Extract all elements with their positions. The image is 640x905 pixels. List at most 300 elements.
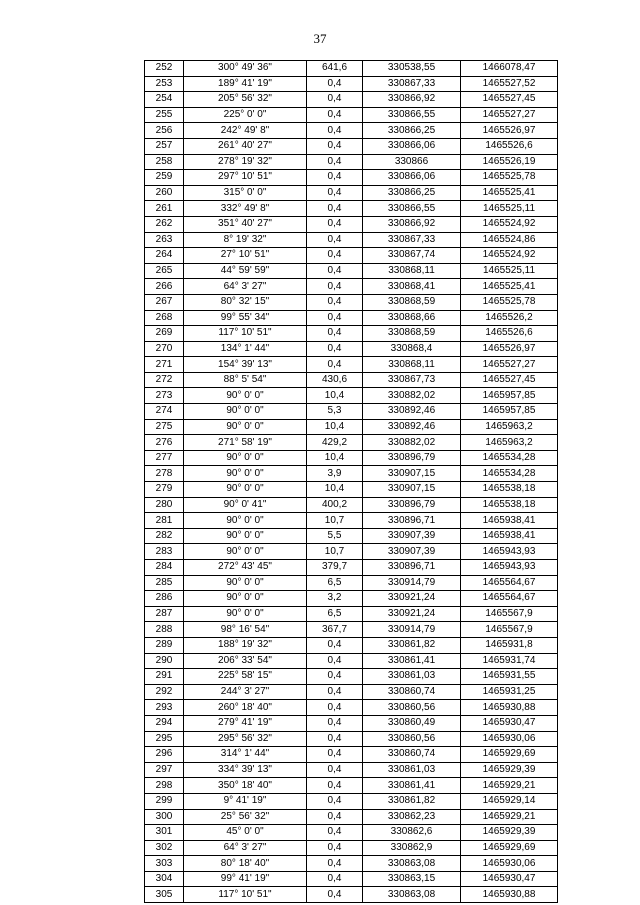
direction-angle-cell: 88° 5' 54" xyxy=(184,372,307,388)
x-coordinate-cell: 330907,15 xyxy=(363,482,461,498)
table-row xyxy=(145,310,558,326)
y-coordinate-cell: 1465526,97 xyxy=(461,341,558,357)
direction-angle-cell: 154° 39' 13" xyxy=(184,357,307,373)
table-row xyxy=(145,482,558,498)
direction-angle-cell: 99° 41' 19" xyxy=(184,871,307,887)
point-number-cell: 268 xyxy=(145,310,184,326)
x-coordinate-cell: 330866,92 xyxy=(363,92,461,108)
y-coordinate-cell: 1465534,28 xyxy=(461,466,558,482)
y-coordinate-cell: 1465943,93 xyxy=(461,560,558,576)
direction-angle-cell: 271° 58' 19" xyxy=(184,435,307,451)
point-number-cell: 288 xyxy=(145,622,184,638)
y-coordinate-cell: 1465943,93 xyxy=(461,544,558,560)
direction-angle-cell: 242° 49' 8" xyxy=(184,123,307,139)
direction-angle-cell: 90° 0' 0" xyxy=(184,591,307,607)
point-number-cell: 253 xyxy=(145,76,184,92)
distance-cell: 0,4 xyxy=(307,326,363,342)
x-coordinate-cell: 330866 xyxy=(363,154,461,170)
direction-angle-cell: 297° 10' 51" xyxy=(184,170,307,186)
y-coordinate-cell: 1465524,92 xyxy=(461,248,558,264)
table-row xyxy=(145,450,558,466)
table-row xyxy=(145,747,558,763)
point-number-cell: 292 xyxy=(145,684,184,700)
distance-cell: 0,4 xyxy=(307,138,363,154)
direction-angle-cell: 315° 0' 0" xyxy=(184,185,307,201)
y-coordinate-cell: 1465526,6 xyxy=(461,138,558,154)
table-row xyxy=(145,684,558,700)
point-number-cell: 265 xyxy=(145,263,184,279)
table-row xyxy=(145,856,558,872)
table-row xyxy=(145,575,558,591)
point-number-cell: 305 xyxy=(145,887,184,903)
y-coordinate-cell: 1465930,47 xyxy=(461,871,558,887)
y-coordinate-cell: 1465930,06 xyxy=(461,856,558,872)
point-number-cell: 299 xyxy=(145,793,184,809)
x-coordinate-cell: 330866,55 xyxy=(363,107,461,123)
y-coordinate-cell: 1465567,9 xyxy=(461,606,558,622)
x-coordinate-cell: 330866,25 xyxy=(363,123,461,139)
distance-cell: 0,4 xyxy=(307,731,363,747)
direction-angle-cell: 225° 58' 15" xyxy=(184,669,307,685)
distance-cell: 0,4 xyxy=(307,76,363,92)
table-row xyxy=(145,560,558,576)
x-coordinate-cell: 330907,39 xyxy=(363,544,461,560)
table-row xyxy=(145,232,558,248)
point-number-cell: 302 xyxy=(145,840,184,856)
point-number-cell: 300 xyxy=(145,809,184,825)
table-row xyxy=(145,107,558,123)
point-number-cell: 269 xyxy=(145,326,184,342)
point-number-cell: 304 xyxy=(145,871,184,887)
x-coordinate-cell: 330863,15 xyxy=(363,871,461,887)
x-coordinate-cell: 330867,33 xyxy=(363,76,461,92)
x-coordinate-cell: 330863,08 xyxy=(363,856,461,872)
x-coordinate-cell: 330866,55 xyxy=(363,201,461,217)
x-coordinate-cell: 330860,49 xyxy=(363,715,461,731)
y-coordinate-cell: 1465527,45 xyxy=(461,92,558,108)
direction-angle-cell: 117° 10' 51" xyxy=(184,326,307,342)
direction-angle-cell: 351° 40' 27" xyxy=(184,216,307,232)
point-number-cell: 271 xyxy=(145,357,184,373)
table-row xyxy=(145,326,558,342)
point-number-cell: 278 xyxy=(145,466,184,482)
y-coordinate-cell: 1465931,25 xyxy=(461,684,558,700)
point-number-cell: 289 xyxy=(145,637,184,653)
distance-cell: 0,4 xyxy=(307,793,363,809)
y-coordinate-cell: 1465929,69 xyxy=(461,840,558,856)
point-number-cell: 276 xyxy=(145,435,184,451)
table-row xyxy=(145,404,558,420)
y-coordinate-cell: 1465527,52 xyxy=(461,76,558,92)
x-coordinate-cell: 330882,02 xyxy=(363,435,461,451)
point-number-cell: 264 xyxy=(145,248,184,264)
distance-cell: 0,4 xyxy=(307,669,363,685)
distance-cell: 6,5 xyxy=(307,575,363,591)
y-coordinate-cell: 1465929,21 xyxy=(461,809,558,825)
coordinates-table-body xyxy=(145,61,558,903)
y-coordinate-cell: 1465564,67 xyxy=(461,591,558,607)
distance-cell: 430,6 xyxy=(307,372,363,388)
direction-angle-cell: 225° 0' 0" xyxy=(184,107,307,123)
y-coordinate-cell: 1465957,85 xyxy=(461,388,558,404)
distance-cell: 0,4 xyxy=(307,263,363,279)
point-number-cell: 290 xyxy=(145,653,184,669)
y-coordinate-cell: 1465525,78 xyxy=(461,170,558,186)
direction-angle-cell: 300° 49' 36" xyxy=(184,61,307,77)
distance-cell: 0,4 xyxy=(307,840,363,856)
y-coordinate-cell: 1465564,67 xyxy=(461,575,558,591)
table-row xyxy=(145,294,558,310)
y-coordinate-cell: 1465524,92 xyxy=(461,216,558,232)
direction-angle-cell: 205° 56' 32" xyxy=(184,92,307,108)
point-number-cell: 252 xyxy=(145,61,184,77)
distance-cell: 10,4 xyxy=(307,388,363,404)
direction-angle-cell: 90° 0' 0" xyxy=(184,404,307,420)
page-number: 37 xyxy=(313,31,327,46)
point-number-cell: 254 xyxy=(145,92,184,108)
distance-cell: 0,4 xyxy=(307,809,363,825)
distance-cell: 5,3 xyxy=(307,404,363,420)
y-coordinate-cell: 1465938,41 xyxy=(461,528,558,544)
x-coordinate-cell: 330896,71 xyxy=(363,513,461,529)
table-row xyxy=(145,637,558,653)
x-coordinate-cell: 330868,4 xyxy=(363,341,461,357)
point-number-cell: 284 xyxy=(145,560,184,576)
y-coordinate-cell: 1465534,28 xyxy=(461,450,558,466)
y-coordinate-cell: 1465929,39 xyxy=(461,825,558,841)
y-coordinate-cell: 1466078,47 xyxy=(461,61,558,77)
distance-cell: 0,4 xyxy=(307,154,363,170)
table-row xyxy=(145,669,558,685)
distance-cell: 0,4 xyxy=(307,232,363,248)
distance-cell: 0,4 xyxy=(307,123,363,139)
x-coordinate-cell: 330862,23 xyxy=(363,809,461,825)
distance-cell: 367,7 xyxy=(307,622,363,638)
x-coordinate-cell: 330862,6 xyxy=(363,825,461,841)
direction-angle-cell: 350° 18' 40" xyxy=(184,778,307,794)
table-row xyxy=(145,497,558,513)
distance-cell: 0,4 xyxy=(307,825,363,841)
table-row xyxy=(145,216,558,232)
distance-cell: 5,5 xyxy=(307,528,363,544)
distance-cell: 10,4 xyxy=(307,482,363,498)
point-number-cell: 280 xyxy=(145,497,184,513)
table-row xyxy=(145,778,558,794)
x-coordinate-cell: 330868,59 xyxy=(363,326,461,342)
direction-angle-cell: 188° 19' 32" xyxy=(184,637,307,653)
direction-angle-cell: 99° 55' 34" xyxy=(184,310,307,326)
point-number-cell: 272 xyxy=(145,372,184,388)
table-row xyxy=(145,138,558,154)
y-coordinate-cell: 1465929,21 xyxy=(461,778,558,794)
y-coordinate-cell: 1465929,69 xyxy=(461,747,558,763)
direction-angle-cell: 260° 18' 40" xyxy=(184,700,307,716)
y-coordinate-cell: 1465526,19 xyxy=(461,154,558,170)
y-coordinate-cell: 1465538,18 xyxy=(461,482,558,498)
table-row xyxy=(145,653,558,669)
direction-angle-cell: 90° 0' 0" xyxy=(184,419,307,435)
table-row xyxy=(145,606,558,622)
distance-cell: 0,4 xyxy=(307,715,363,731)
table-row xyxy=(145,700,558,716)
direction-angle-cell: 279° 41' 19" xyxy=(184,715,307,731)
distance-cell: 0,4 xyxy=(307,357,363,373)
direction-angle-cell: 206° 33' 54" xyxy=(184,653,307,669)
table-row xyxy=(145,840,558,856)
direction-angle-cell: 25° 56' 32" xyxy=(184,809,307,825)
x-coordinate-cell: 330914,79 xyxy=(363,575,461,591)
table-row xyxy=(145,357,558,373)
point-number-cell: 281 xyxy=(145,513,184,529)
y-coordinate-cell: 1465525,11 xyxy=(461,201,558,217)
table-row xyxy=(145,170,558,186)
point-number-cell: 303 xyxy=(145,856,184,872)
x-coordinate-cell: 330860,74 xyxy=(363,684,461,700)
y-coordinate-cell: 1465526,2 xyxy=(461,310,558,326)
table-row xyxy=(145,388,558,404)
direction-angle-cell: 90° 0' 0" xyxy=(184,450,307,466)
distance-cell: 641,6 xyxy=(307,61,363,77)
direction-angle-cell: 90° 0' 41" xyxy=(184,497,307,513)
point-number-cell: 279 xyxy=(145,482,184,498)
distance-cell: 10,4 xyxy=(307,450,363,466)
table-row xyxy=(145,279,558,295)
direction-angle-cell: 134° 1' 44" xyxy=(184,341,307,357)
point-number-cell: 287 xyxy=(145,606,184,622)
table-row xyxy=(145,372,558,388)
x-coordinate-cell: 330866,06 xyxy=(363,138,461,154)
y-coordinate-cell: 1465931,55 xyxy=(461,669,558,685)
table-row xyxy=(145,419,558,435)
point-number-cell: 273 xyxy=(145,388,184,404)
x-coordinate-cell: 330862,9 xyxy=(363,840,461,856)
y-coordinate-cell: 1465930,06 xyxy=(461,731,558,747)
y-coordinate-cell: 1465538,18 xyxy=(461,497,558,513)
direction-angle-cell: 278° 19' 32" xyxy=(184,154,307,170)
point-number-cell: 291 xyxy=(145,669,184,685)
x-coordinate-cell: 330868,66 xyxy=(363,310,461,326)
point-number-cell: 266 xyxy=(145,279,184,295)
x-coordinate-cell: 330882,02 xyxy=(363,388,461,404)
y-coordinate-cell: 1465527,27 xyxy=(461,357,558,373)
direction-angle-cell: 27° 10' 51" xyxy=(184,248,307,264)
direction-angle-cell: 9° 41' 19" xyxy=(184,793,307,809)
distance-cell: 0,4 xyxy=(307,92,363,108)
table-row xyxy=(145,825,558,841)
y-coordinate-cell: 1465525,41 xyxy=(461,279,558,295)
point-number-cell: 274 xyxy=(145,404,184,420)
distance-cell: 0,4 xyxy=(307,778,363,794)
point-number-cell: 293 xyxy=(145,700,184,716)
table-row xyxy=(145,435,558,451)
x-coordinate-cell: 330868,59 xyxy=(363,294,461,310)
x-coordinate-cell: 330896,79 xyxy=(363,450,461,466)
table-row xyxy=(145,92,558,108)
point-number-cell: 260 xyxy=(145,185,184,201)
x-coordinate-cell: 330860,56 xyxy=(363,731,461,747)
distance-cell: 379,7 xyxy=(307,560,363,576)
direction-angle-cell: 295° 56' 32" xyxy=(184,731,307,747)
point-number-cell: 298 xyxy=(145,778,184,794)
x-coordinate-cell: 330907,39 xyxy=(363,528,461,544)
distance-cell: 6,5 xyxy=(307,606,363,622)
y-coordinate-cell: 1465938,41 xyxy=(461,513,558,529)
x-coordinate-cell: 330863,08 xyxy=(363,887,461,903)
y-coordinate-cell: 1465930,88 xyxy=(461,887,558,903)
y-coordinate-cell: 1465526,97 xyxy=(461,123,558,139)
point-number-cell: 257 xyxy=(145,138,184,154)
x-coordinate-cell: 330866,06 xyxy=(363,170,461,186)
table-row xyxy=(145,731,558,747)
point-number-cell: 301 xyxy=(145,825,184,841)
table-row xyxy=(145,61,558,77)
x-coordinate-cell: 330861,41 xyxy=(363,653,461,669)
table-row xyxy=(145,154,558,170)
y-coordinate-cell: 1465567,9 xyxy=(461,622,558,638)
distance-cell: 0,4 xyxy=(307,637,363,653)
table-row xyxy=(145,793,558,809)
point-number-cell: 294 xyxy=(145,715,184,731)
point-number-cell: 283 xyxy=(145,544,184,560)
distance-cell: 0,4 xyxy=(307,248,363,264)
point-number-cell: 256 xyxy=(145,123,184,139)
direction-angle-cell: 90° 0' 0" xyxy=(184,544,307,560)
distance-cell: 0,4 xyxy=(307,887,363,903)
y-coordinate-cell: 1465931,8 xyxy=(461,637,558,653)
table-row xyxy=(145,341,558,357)
table-row xyxy=(145,76,558,92)
y-coordinate-cell: 1465930,88 xyxy=(461,700,558,716)
table-row xyxy=(145,809,558,825)
direction-angle-cell: 8° 19' 32" xyxy=(184,232,307,248)
x-coordinate-cell: 330907,15 xyxy=(363,466,461,482)
distance-cell: 400,2 xyxy=(307,497,363,513)
direction-angle-cell: 261° 40' 27" xyxy=(184,138,307,154)
direction-angle-cell: 80° 18' 40" xyxy=(184,856,307,872)
x-coordinate-cell: 330896,71 xyxy=(363,560,461,576)
point-number-cell: 286 xyxy=(145,591,184,607)
direction-angle-cell: 90° 0' 0" xyxy=(184,466,307,482)
point-number-cell: 296 xyxy=(145,747,184,763)
table-row xyxy=(145,762,558,778)
table-row xyxy=(145,591,558,607)
x-coordinate-cell: 330868,11 xyxy=(363,263,461,279)
distance-cell: 0,4 xyxy=(307,871,363,887)
x-coordinate-cell: 330921,24 xyxy=(363,591,461,607)
direction-angle-cell: 80° 32' 15" xyxy=(184,294,307,310)
distance-cell: 0,4 xyxy=(307,216,363,232)
table-row xyxy=(145,528,558,544)
y-coordinate-cell: 1465524,86 xyxy=(461,232,558,248)
distance-cell: 0,4 xyxy=(307,107,363,123)
y-coordinate-cell: 1465963,2 xyxy=(461,435,558,451)
direction-angle-cell: 244° 3' 27" xyxy=(184,684,307,700)
point-number-cell: 285 xyxy=(145,575,184,591)
y-coordinate-cell: 1465963,2 xyxy=(461,419,558,435)
table-row xyxy=(145,185,558,201)
y-coordinate-cell: 1465957,85 xyxy=(461,404,558,420)
x-coordinate-cell: 330921,24 xyxy=(363,606,461,622)
x-coordinate-cell: 330892,46 xyxy=(363,404,461,420)
x-coordinate-cell: 330861,41 xyxy=(363,778,461,794)
table-row xyxy=(145,513,558,529)
point-number-cell: 297 xyxy=(145,762,184,778)
x-coordinate-cell: 330866,92 xyxy=(363,216,461,232)
distance-cell: 3,9 xyxy=(307,466,363,482)
direction-angle-cell: 98° 16' 54" xyxy=(184,622,307,638)
direction-angle-cell: 90° 0' 0" xyxy=(184,606,307,622)
x-coordinate-cell: 330914,79 xyxy=(363,622,461,638)
y-coordinate-cell: 1465526,6 xyxy=(461,326,558,342)
table-row xyxy=(145,201,558,217)
y-coordinate-cell: 1465525,78 xyxy=(461,294,558,310)
direction-angle-cell: 64° 3' 27" xyxy=(184,279,307,295)
distance-cell: 429,2 xyxy=(307,435,363,451)
direction-angle-cell: 90° 0' 0" xyxy=(184,388,307,404)
point-number-cell: 277 xyxy=(145,450,184,466)
coordinates-table xyxy=(144,60,558,903)
x-coordinate-cell: 330867,74 xyxy=(363,248,461,264)
distance-cell: 0,4 xyxy=(307,856,363,872)
distance-cell: 3,2 xyxy=(307,591,363,607)
x-coordinate-cell: 330861,82 xyxy=(363,637,461,653)
distance-cell: 10,7 xyxy=(307,513,363,529)
x-coordinate-cell: 330538,55 xyxy=(363,61,461,77)
direction-angle-cell: 90° 0' 0" xyxy=(184,528,307,544)
y-coordinate-cell: 1465929,39 xyxy=(461,762,558,778)
direction-angle-cell: 334° 39' 13" xyxy=(184,762,307,778)
point-number-cell: 270 xyxy=(145,341,184,357)
direction-angle-cell: 117° 10' 51" xyxy=(184,887,307,903)
table-row xyxy=(145,466,558,482)
distance-cell: 0,4 xyxy=(307,747,363,763)
distance-cell: 0,4 xyxy=(307,170,363,186)
y-coordinate-cell: 1465931,74 xyxy=(461,653,558,669)
x-coordinate-cell: 330861,03 xyxy=(363,669,461,685)
direction-angle-cell: 189° 41' 19" xyxy=(184,76,307,92)
distance-cell: 10,7 xyxy=(307,544,363,560)
distance-cell: 0,4 xyxy=(307,762,363,778)
direction-angle-cell: 45° 0' 0" xyxy=(184,825,307,841)
table-row xyxy=(145,544,558,560)
distance-cell: 0,4 xyxy=(307,294,363,310)
direction-angle-cell: 90° 0' 0" xyxy=(184,575,307,591)
table-row xyxy=(145,622,558,638)
point-number-cell: 295 xyxy=(145,731,184,747)
point-number-cell: 267 xyxy=(145,294,184,310)
direction-angle-cell: 314° 1' 44" xyxy=(184,747,307,763)
x-coordinate-cell: 330861,82 xyxy=(363,793,461,809)
x-coordinate-cell: 330892,46 xyxy=(363,419,461,435)
direction-angle-cell: 332° 49' 8" xyxy=(184,201,307,217)
point-number-cell: 258 xyxy=(145,154,184,170)
distance-cell: 0,4 xyxy=(307,684,363,700)
point-number-cell: 259 xyxy=(145,170,184,186)
y-coordinate-cell: 1465527,45 xyxy=(461,372,558,388)
y-coordinate-cell: 1465527,27 xyxy=(461,107,558,123)
distance-cell: 0,4 xyxy=(307,185,363,201)
x-coordinate-cell: 330868,41 xyxy=(363,279,461,295)
table-row xyxy=(145,248,558,264)
x-coordinate-cell: 330896,79 xyxy=(363,497,461,513)
table-row xyxy=(145,123,558,139)
x-coordinate-cell: 330866,25 xyxy=(363,185,461,201)
y-coordinate-cell: 1465929,14 xyxy=(461,793,558,809)
table-row xyxy=(145,263,558,279)
direction-angle-cell: 90° 0' 0" xyxy=(184,482,307,498)
distance-cell: 0,4 xyxy=(307,310,363,326)
point-number-cell: 255 xyxy=(145,107,184,123)
